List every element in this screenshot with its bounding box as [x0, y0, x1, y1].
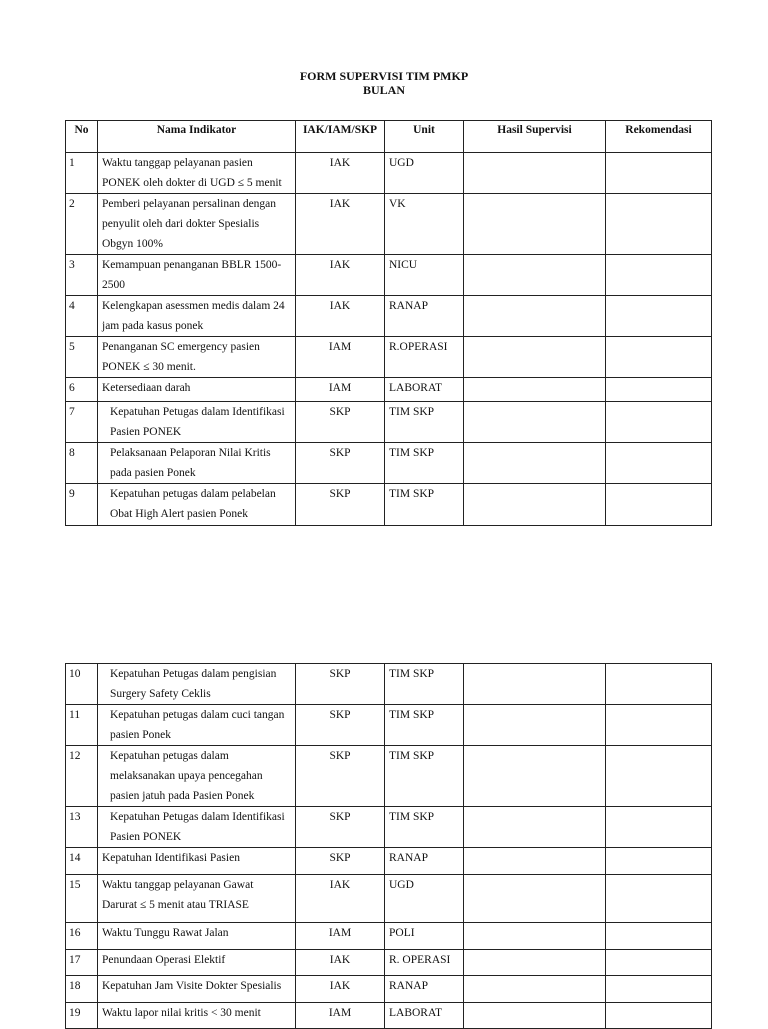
row-number: 12 — [66, 746, 98, 807]
row-number: 10 — [66, 664, 98, 705]
hasil-supervisi-cell[interactable] — [464, 1003, 606, 1029]
header-unit: Unit — [385, 121, 464, 153]
indicator-line: PONEK oleh dokter di UGD ≤ 5 menit — [102, 177, 282, 189]
rekomendasi-cell[interactable] — [606, 923, 712, 950]
header-no: No — [66, 121, 98, 153]
table-row — [66, 484, 712, 526]
indicator-line: 2500 — [102, 279, 125, 291]
table-row — [66, 950, 712, 976]
indicator-unit: TIM SKP — [385, 484, 464, 526]
indicator-line: Waktu tanggap pelayanan Gawat — [102, 879, 254, 891]
indicator-category: IAK — [296, 153, 385, 194]
indicator-name — [98, 194, 296, 255]
table-row — [66, 337, 712, 378]
indicator-unit: RANAP — [385, 296, 464, 337]
row-number: 6 — [66, 378, 98, 402]
indicator-category: IAM — [296, 378, 385, 402]
table-row — [66, 705, 712, 746]
form-subtitle: BULAN — [362, 83, 405, 97]
indicator-name — [98, 664, 296, 705]
indicator-line: Kepatuhan Identifikasi Pasien — [102, 852, 240, 864]
header-indikator: Nama Indikator — [98, 121, 296, 153]
indicator-name — [98, 875, 296, 923]
indicator-category: IAK — [296, 296, 385, 337]
rekomendasi-cell[interactable] — [606, 378, 712, 402]
indicator-unit: TIM SKP — [385, 664, 464, 705]
rekomendasi-cell[interactable] — [606, 976, 712, 1003]
indicator-name — [98, 1003, 296, 1029]
indicator-line: Pelaksanaan Pelaporan Nilai Kritis — [110, 447, 271, 459]
table-row — [66, 1003, 712, 1029]
indicator-line: Kepatuhan Petugas dalam Identifikasi — [110, 811, 285, 823]
rekomendasi-cell[interactable] — [606, 402, 712, 443]
indicator-category: SKP — [296, 848, 385, 875]
indicator-category: IAK — [296, 976, 385, 1003]
hasil-supervisi-cell[interactable] — [464, 664, 606, 705]
indicator-category: SKP — [296, 402, 385, 443]
row-number: 18 — [66, 976, 98, 1003]
indicator-category: IAM — [296, 1003, 385, 1029]
hasil-supervisi-cell[interactable] — [464, 255, 606, 296]
indicator-unit: UGD — [385, 153, 464, 194]
supervision-table-1 — [65, 120, 712, 526]
rekomendasi-cell[interactable] — [606, 848, 712, 875]
rekomendasi-cell[interactable] — [606, 1003, 712, 1029]
indicator-category: SKP — [296, 807, 385, 848]
supervision-table-2 — [65, 663, 712, 1029]
indicator-unit: POLI — [385, 923, 464, 950]
table-row — [66, 807, 712, 848]
indicator-line: Waktu lapor nilai kritis < 30 menit — [102, 1007, 261, 1019]
indicator-line: Waktu tanggap pelayanan pasien — [102, 157, 253, 169]
form-title: FORM SUPERVISI TIM PMKP — [299, 69, 469, 83]
hasil-supervisi-cell[interactable] — [464, 484, 606, 526]
rekomendasi-cell[interactable] — [606, 875, 712, 923]
indicator-category: SKP — [296, 484, 385, 526]
indicator-line: Kelengkapan asessmen medis dalam 24 — [102, 300, 285, 312]
indicator-line: Kepatuhan petugas dalam pelabelan — [110, 488, 276, 500]
indicator-unit: TIM SKP — [385, 443, 464, 484]
hasil-supervisi-cell[interactable] — [464, 402, 606, 443]
indicator-line: Waktu Tunggu Rawat Jalan — [102, 927, 229, 939]
indicator-category: IAK — [296, 875, 385, 923]
indicator-line: Obgyn 100% — [102, 238, 164, 250]
indicator-name — [98, 923, 296, 950]
hasil-supervisi-cell[interactable] — [464, 296, 606, 337]
row-number: 16 — [66, 923, 98, 950]
hasil-supervisi-cell[interactable] — [464, 194, 606, 255]
indicator-name — [98, 378, 296, 402]
indicator-line: penyulit oleh dari dokter Spesialis — [102, 218, 260, 230]
rekomendasi-cell[interactable] — [606, 153, 712, 194]
rekomendasi-cell[interactable] — [606, 337, 712, 378]
row-number: 13 — [66, 807, 98, 848]
hasil-supervisi-cell[interactable] — [464, 705, 606, 746]
row-number: 11 — [66, 705, 98, 746]
table-row — [66, 848, 712, 875]
hasil-supervisi-cell[interactable] — [464, 875, 606, 923]
table-row — [66, 153, 712, 194]
hasil-supervisi-cell[interactable] — [464, 807, 606, 848]
table-row — [66, 296, 712, 337]
table-row — [66, 402, 712, 443]
indicator-line: Pemberi pelayanan persalinan dengan — [102, 198, 277, 210]
rekomendasi-cell[interactable] — [606, 194, 712, 255]
indicator-unit: UGD — [385, 875, 464, 923]
indicator-line: Obat High Alert pasien Ponek — [110, 508, 248, 520]
indicator-unit: TIM SKP — [385, 705, 464, 746]
indicator-unit: LABORAT — [385, 1003, 464, 1029]
indicator-name — [98, 337, 296, 378]
table-row — [66, 194, 712, 255]
indicator-line: Surgery Safety Ceklis — [110, 688, 211, 700]
hasil-supervisi-cell[interactable] — [464, 337, 606, 378]
indicator-category: IAK — [296, 194, 385, 255]
indicator-unit: VK — [385, 194, 464, 255]
hasil-supervisi-cell[interactable] — [464, 746, 606, 807]
indicator-line: Kepatuhan Petugas dalam Identifikasi — [110, 406, 285, 418]
hasil-supervisi-cell[interactable] — [464, 950, 606, 976]
indicator-category: SKP — [296, 746, 385, 807]
header-kategori: IAK/IAM/SKP — [296, 121, 385, 153]
indicator-line: Pasien PONEK — [110, 831, 182, 843]
indicator-line: pasien Ponek — [110, 729, 172, 741]
rekomendasi-cell[interactable] — [606, 807, 712, 848]
indicator-line: Pasien PONEK — [110, 426, 182, 438]
indicator-unit: R.OPERASI — [385, 337, 464, 378]
row-number: 8 — [66, 443, 98, 484]
row-number: 14 — [66, 848, 98, 875]
indicator-name — [98, 807, 296, 848]
row-number: 5 — [66, 337, 98, 378]
indicator-name — [98, 705, 296, 746]
rekomendasi-cell[interactable] — [606, 484, 712, 526]
indicator-name — [98, 296, 296, 337]
indicator-name — [98, 848, 296, 875]
table-row — [66, 875, 712, 923]
indicator-category: IAM — [296, 337, 385, 378]
table-row — [66, 443, 712, 484]
indicator-line: Kepatuhan Petugas dalam pengisian — [110, 668, 277, 680]
indicator-category: SKP — [296, 664, 385, 705]
indicator-line: Penanganan SC emergency pasien — [102, 341, 260, 353]
indicator-category: IAM — [296, 923, 385, 950]
indicator-name — [98, 746, 296, 807]
hasil-supervisi-cell[interactable] — [464, 923, 606, 950]
indicator-name — [98, 255, 296, 296]
rekomendasi-cell[interactable] — [606, 443, 712, 484]
rekomendasi-cell[interactable] — [606, 705, 712, 746]
table-row — [66, 976, 712, 1003]
table-row — [66, 923, 712, 950]
indicator-unit: RANAP — [385, 848, 464, 875]
rekomendasi-cell[interactable] — [606, 746, 712, 807]
indicator-unit: NICU — [385, 255, 464, 296]
row-number: 15 — [66, 875, 98, 923]
indicator-line: Kepatuhan petugas dalam — [110, 750, 229, 762]
row-number: 2 — [66, 194, 98, 255]
indicator-category: SKP — [296, 705, 385, 746]
hasil-supervisi-cell[interactable] — [464, 976, 606, 1003]
table-header-row — [66, 121, 712, 153]
indicator-name — [98, 402, 296, 443]
rekomendasi-cell[interactable] — [606, 950, 712, 976]
row-number: 7 — [66, 402, 98, 443]
indicator-unit: LABORAT — [385, 378, 464, 402]
row-number: 3 — [66, 255, 98, 296]
indicator-line: pasien jatuh pada Pasien Ponek — [110, 790, 255, 802]
indicator-line: Kepatuhan Jam Visite Dokter Spesialis — [102, 980, 282, 992]
header-rekomendasi: Rekomendasi — [606, 121, 712, 153]
indicator-name — [98, 443, 296, 484]
row-number: 1 — [66, 153, 98, 194]
hasil-supervisi-cell[interactable] — [464, 378, 606, 402]
row-number: 9 — [66, 484, 98, 526]
indicator-name — [98, 950, 296, 976]
indicator-line: melaksanakan upaya pencegahan — [110, 770, 263, 782]
indicator-unit: RANAP — [385, 976, 464, 1003]
table-row — [66, 255, 712, 296]
indicator-unit: TIM SKP — [385, 402, 464, 443]
indicator-line: Penundaan Operasi Elektif — [102, 954, 226, 966]
indicator-line: jam pada kasus ponek — [102, 320, 204, 332]
indicator-line: PONEK ≤ 30 menit. — [102, 361, 196, 373]
indicator-line: Ketersediaan darah — [102, 382, 191, 394]
indicator-unit: TIM SKP — [385, 807, 464, 848]
table-row — [66, 664, 712, 705]
indicator-name — [98, 976, 296, 1003]
rekomendasi-cell[interactable] — [606, 255, 712, 296]
indicator-line: Darurat ≤ 5 menit atau TRIASE — [102, 899, 249, 911]
indicator-unit: TIM SKP — [385, 746, 464, 807]
indicator-category: IAK — [296, 255, 385, 296]
table-row — [66, 378, 712, 402]
table-row — [66, 746, 712, 807]
hasil-supervisi-cell[interactable] — [464, 443, 606, 484]
rekomendasi-cell[interactable] — [606, 296, 712, 337]
indicator-name — [98, 484, 296, 526]
hasil-supervisi-cell[interactable] — [464, 153, 606, 194]
indicator-line: pada pasien Ponek — [110, 467, 196, 479]
header-hasil: Hasil Supervisi — [464, 121, 606, 153]
row-number: 4 — [66, 296, 98, 337]
hasil-supervisi-cell[interactable] — [464, 848, 606, 875]
indicator-category: IAK — [296, 950, 385, 976]
row-number: 17 — [66, 950, 98, 976]
indicator-line: Kepatuhan petugas dalam cuci tangan — [110, 709, 285, 721]
row-number: 19 — [66, 1003, 98, 1029]
indicator-category: SKP — [296, 443, 385, 484]
indicator-line: Kemampuan penanganan BBLR 1500- — [102, 259, 282, 271]
rekomendasi-cell[interactable] — [606, 664, 712, 705]
indicator-unit: R. OPERASI — [385, 950, 464, 976]
indicator-name — [98, 153, 296, 194]
